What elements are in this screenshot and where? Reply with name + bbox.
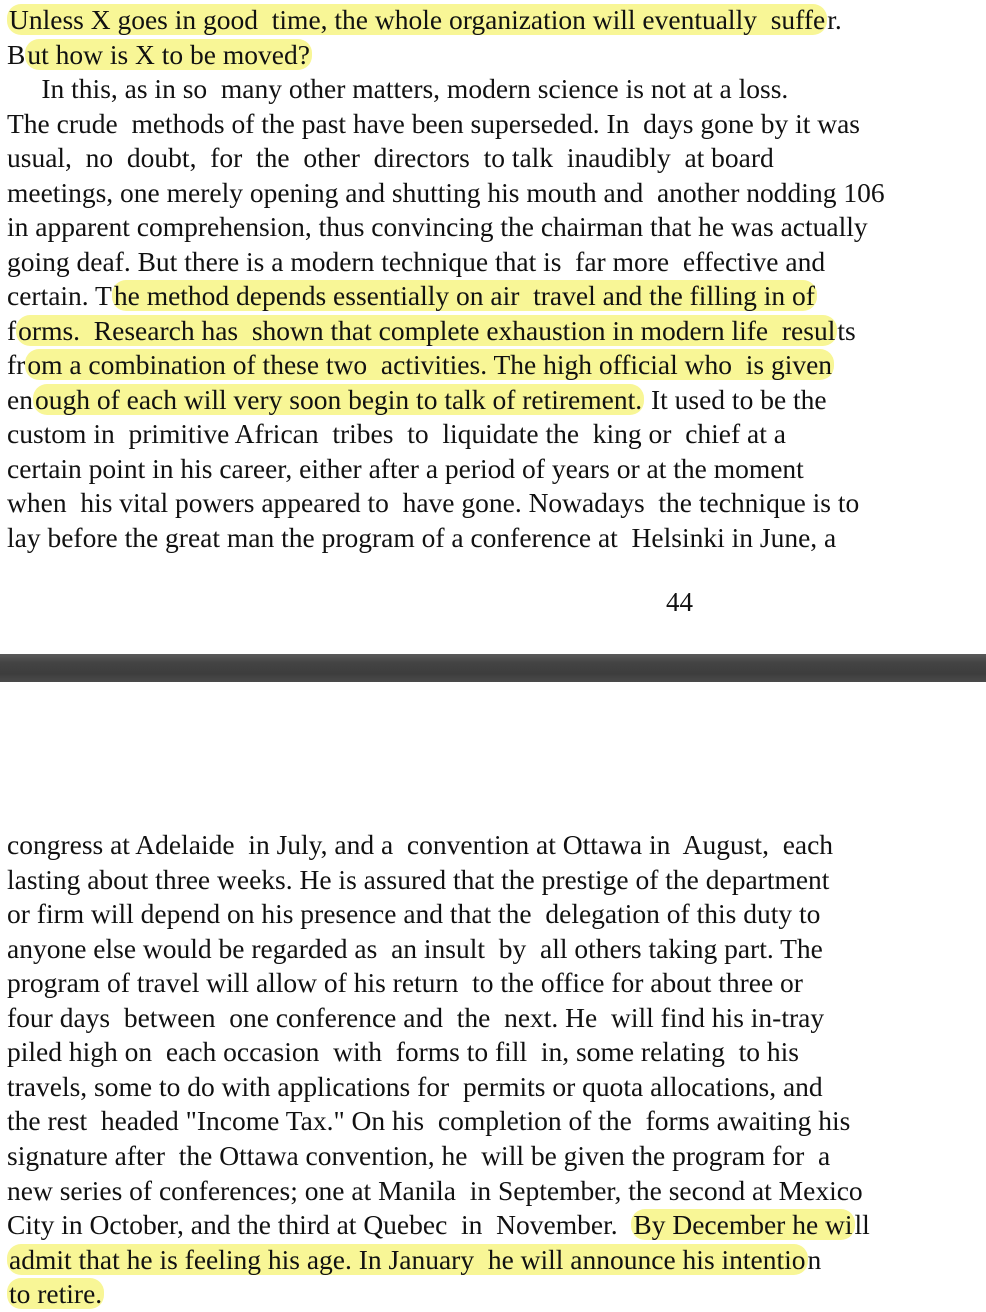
text-segment: certain. T: [7, 280, 112, 311]
text-segment: n: [807, 1243, 822, 1275]
text-segment: certain point in his career, either after a period of years or at the moment: [7, 452, 804, 484]
text-line: [7, 1277, 104, 1311]
document-page-bottom: [0, 682, 986, 1312]
text-segment: going deaf. But there is a modern technique that is far more effective and: [7, 245, 826, 277]
text-segment: meetings, one merely opening and shutting his mouth and another nodding 106: [7, 176, 885, 208]
text-segment: City in October, and the third at Quebec in November.: [7, 1209, 632, 1241]
highlighted-text: he method depends essentially on air travel and the filling in of: [113, 280, 815, 311]
text-line: [7, 1104, 850, 1138]
text-line: [7, 3, 842, 37]
page-number: 44: [666, 587, 693, 617]
text-segment: when his vital powers appeared to have gone. Nowadays the technique is to: [7, 487, 860, 518]
text-segment: piled high on each occasion with forms to fill in, some relating to his: [7, 1036, 800, 1068]
text-segment: travels, some to do with applications for permits or quota allocations, and: [7, 1070, 823, 1102]
highlighted-text: ut how is X to be moved?: [27, 38, 310, 70]
text-line: [7, 38, 312, 72]
page-separator: [0, 654, 986, 682]
text-segment: r.: [827, 4, 842, 35]
text-line: [7, 383, 827, 417]
text-segment: congress at Adelaide in July, and a convention at Ottawa in August, each: [7, 829, 834, 860]
text-line: [7, 1035, 799, 1069]
text-line: [7, 141, 774, 175]
text-line: [7, 210, 868, 244]
text-segment: In this, as in so many other matters, modern science is not at a loss.: [7, 73, 789, 104]
highlighted-text: to retire.: [9, 1278, 103, 1310]
text-segment: fr: [7, 349, 26, 380]
highlighted-text: orms. Research has shown that complete exhaustion in modern life resul: [18, 314, 836, 346]
text-segment: signature after the Ottawa convention, he will be given the program for a: [7, 1139, 831, 1171]
highlighted-text: om a combination of these two activities. The high official who is given: [27, 349, 833, 380]
text-line: [7, 828, 833, 862]
highlighted-text: ough of each will very soon begin to talk of retirement.: [34, 383, 643, 415]
text-line: [7, 176, 885, 210]
text-line: [7, 897, 820, 931]
text-segment: anyone else would be regarded as an insult by all others taking part. The: [7, 932, 823, 964]
text-line: [7, 1208, 870, 1242]
text-segment: in apparent comprehension, thus convincing the chairman that he was actually: [7, 211, 868, 242]
text-line: [7, 1243, 821, 1277]
text-line: [7, 521, 836, 555]
text-line: [7, 1070, 823, 1104]
text-line: [7, 966, 803, 1000]
text-line: [7, 486, 859, 520]
text-segment: new series of conferences; one at Manila in September, the second at Mexico: [7, 1174, 863, 1206]
document-page-top: [0, 0, 986, 654]
text-segment: lasting about three weeks. He is assured that the prestige of the department: [7, 863, 830, 895]
text-segment: It used to be the: [644, 383, 827, 415]
text-segment: B: [7, 38, 26, 70]
text-line: [7, 863, 829, 897]
text-line: [7, 932, 823, 966]
text-segment: program of travel will allow of his return to the office for about three or: [7, 967, 803, 999]
text-segment: usual, no doubt, for the other directors to talk inaudibly at board: [7, 142, 774, 173]
text-segment: the rest headed "Income Tax." On his completion of the forms awaiting his: [7, 1105, 851, 1137]
text-line: [7, 452, 804, 486]
text-line: [7, 279, 817, 313]
text-line: [7, 245, 825, 279]
text-segment: ll: [854, 1209, 870, 1241]
text-segment: The crude methods of the past have been superseded. In days gone by it was: [7, 107, 861, 139]
text-segment: four days between one conference and the next. He will find his in-tray: [7, 1001, 825, 1033]
text-line: [7, 1001, 824, 1035]
highlighted-text: By December he wi: [633, 1209, 853, 1241]
text-segment: or firm will depend on his presence and that the delegation of this duty to: [7, 898, 821, 930]
text-line: [7, 348, 834, 382]
text-segment: custom in primitive African tribes to liquidate the king or chief at a: [7, 418, 786, 449]
text-segment: f: [7, 314, 17, 346]
text-segment: lay before the great man the program of a conference at Helsinki in June, a: [7, 521, 837, 553]
text-segment: en: [7, 383, 33, 415]
text-line: [7, 417, 786, 451]
highlighted-text: admit that he is feeling his age. In January he will announce his intentio: [9, 1243, 806, 1275]
highlighted-text: Unless X goes in good time, the whole organization will eventually suffe: [9, 4, 826, 35]
text-segment: ts: [837, 314, 856, 346]
text-line: [7, 72, 788, 106]
text-line: [7, 107, 860, 141]
text-line: [7, 1174, 863, 1208]
text-line: [7, 1139, 830, 1173]
text-line: [7, 314, 856, 348]
